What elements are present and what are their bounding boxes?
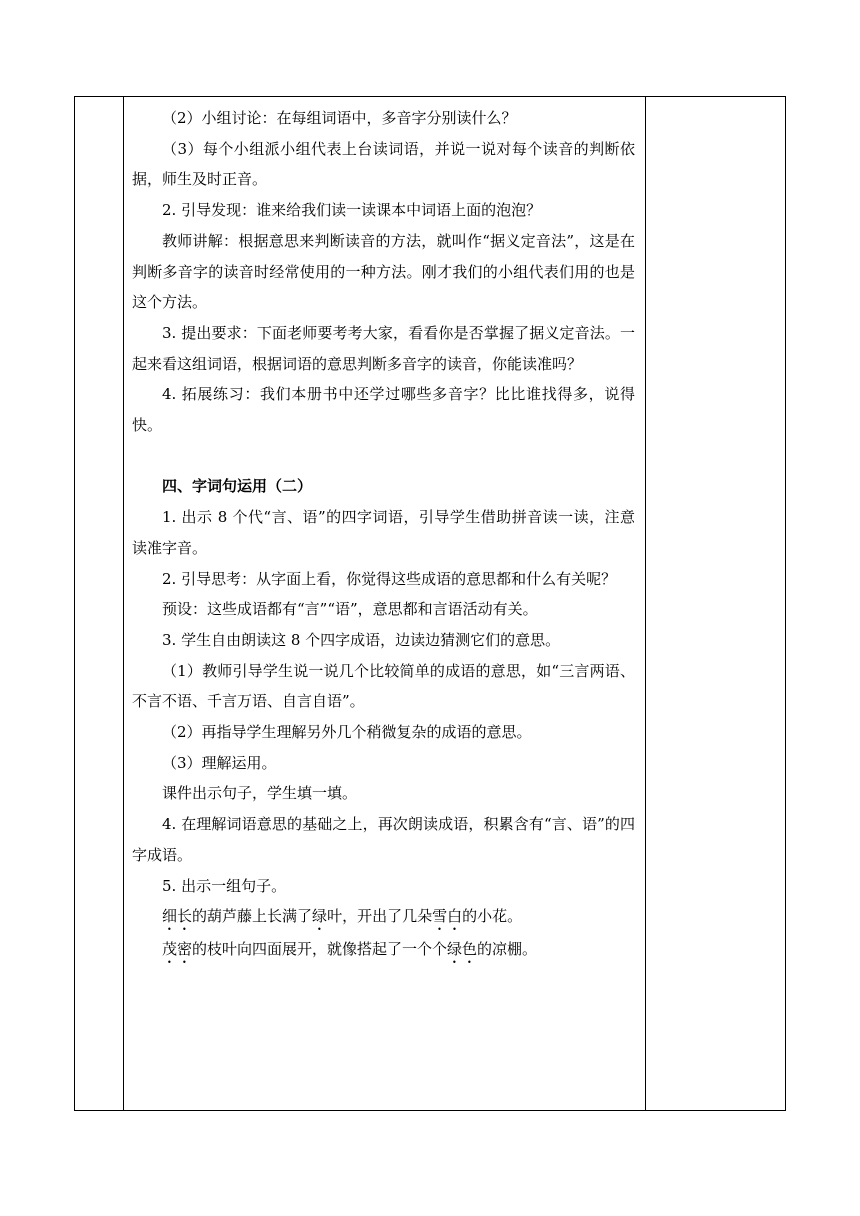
table-divider-right <box>645 97 646 1110</box>
emphasized-word: 细 <box>162 907 178 926</box>
paragraph: （3）每个小组派小组代表上台读词语，并说一说对每个读音的判断依据，师生及时正音。 <box>132 139 635 189</box>
paragraph: （3）理解运用。 <box>162 753 277 772</box>
emphasized-word: 茂密 <box>162 940 193 959</box>
section-heading: 四、字词句运用（二） <box>162 477 313 496</box>
example-sentence-1 <box>132 901 635 934</box>
paragraph: 1. 出示 8 个代“言、语”的四字词语，引导学生借助拼音读一读，注意读准字音。 <box>132 508 635 557</box>
paragraph: 3. 学生自由朗读这 8 个四字成语，边读边猜测它们的意思。 <box>162 630 561 649</box>
paragraph: 2. 引导思考：从字面上看，你觉得这些成语的意思都和什么有关呢？ <box>162 569 617 588</box>
paragraph: （2）小组讨论：在每组词语中，多音字分别读什么？ <box>162 109 517 127</box>
emphasized-word: 雪白 <box>432 907 463 926</box>
lesson-content-cell <box>124 97 645 967</box>
paragraph: 4. 拓展练习：我们本册书中还学过哪些多音字？比比谁找得多，说得快。 <box>132 385 635 435</box>
example-sentence-2 <box>132 934 635 967</box>
emphasized-word: 绿色 <box>447 940 478 959</box>
sentence-text: 的葫芦藤上长满了 <box>192 907 313 926</box>
sentence-text: 的小花。 <box>462 907 523 926</box>
lesson-table <box>74 96 786 1111</box>
paragraph: 预设：这些成语都有“言”“语”，意思都和言语活动有关。 <box>162 600 538 619</box>
paragraph: 4. 在理解词语意思的基础之上，再次朗读成语，积累含有“言、语”的四字成语。 <box>132 815 635 864</box>
paragraph: 2. 引导发现：谁来给我们读一读课本中词语上面的泡泡？ <box>162 201 542 220</box>
paragraph: （2）再指导学生理解另外几个稍微复杂的成语的意思。 <box>162 723 532 742</box>
sentence-text: 的枝叶向四面展开，就像搭起了一个个 <box>192 940 448 959</box>
emphasized-word: 绿 <box>312 907 328 926</box>
paragraph: （1）教师引导学生说一说几个比较简单的成语的意思，如“三言两语、不言不语、千言万语、自言自语”。 <box>132 661 635 711</box>
paragraph: 3. 提出要求：下面老师要考考大家，看看你是否掌握了据义定音法。一起来看这组词语，根据词语的意思判断多音字的读音，你能读准吗？ <box>132 323 635 373</box>
paragraph: 教师讲解：根据意思来判断读音的方法，就叫作“据义定音法”，这是在判断多音字的读音时经常使用的一种方法。刚才我们的小组代表们用的也是这个方法。 <box>132 231 635 312</box>
paragraph: 课件出示句子，学生填一填。 <box>162 784 358 803</box>
sentence-text: 的凉棚。 <box>477 940 538 959</box>
paragraph: 5. 出示一组句子。 <box>162 876 287 895</box>
sentence-text: 叶，开出了几朵 <box>327 907 433 926</box>
emphasized-word: 长 <box>177 907 193 926</box>
